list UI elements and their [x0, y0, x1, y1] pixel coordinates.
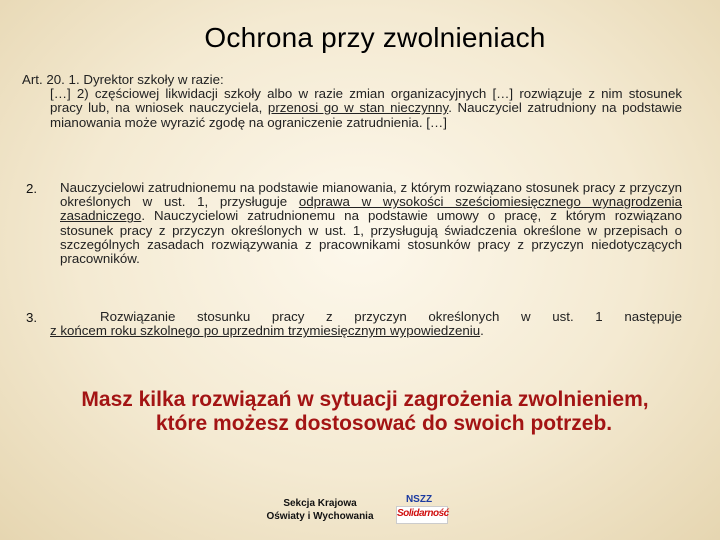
- logo-word: Solidarność: [397, 508, 449, 519]
- article-body-text: […] 2) częściowej likwidacji szkoły albo w razie zmian organizacyjnych […] rozwiązuje z nim stosunek pracy lub, na wniosek nauczyciela,: [50, 86, 682, 116]
- point-3-number: 3.: [26, 310, 38, 325]
- point-2-number: 2.: [26, 181, 38, 196]
- logo-label: NSZZ: [405, 494, 433, 505]
- footer-line-2: Oświaty i Wychowania: [266, 511, 374, 522]
- logo-box: [396, 506, 448, 524]
- callout-line-2: które możesz dostosować do swoich potrzeb.: [155, 412, 613, 435]
- point-3-line-2: [50, 324, 682, 338]
- point-2-text-start: Nauczycielowi zatrudnionemu na podstawie mianowania, z którym rozwiązano stosunek pracy z przyczyn określonych w ust. 1, przysługuje: [60, 180, 682, 210]
- solidarnosc-logo: [393, 494, 449, 524]
- point-3-end: .: [480, 323, 484, 339]
- point-3-underlined: z końcem roku szkolnego po uprzednim trzymiesięcznym wypowiedzeniu: [50, 323, 481, 339]
- point-2-text-end: . Nauczycielowi zatrudnionemu na podstawie umowy o pracę, z którym rozwiązano stosunek pracy z przyczyn określonych w ust. 1, przysługują świadczenia określone w przepisach o szczególnych zasadach rozwiązywania z pracownikami stosunków pracy z przyczyn niedotyczących pracowników.: [60, 208, 682, 267]
- point-2-text: [60, 181, 682, 266]
- slide-title: Ochrona przy zwolnieniach: [204, 22, 546, 53]
- footer-line-1: Sekcja Krajowa: [283, 498, 357, 509]
- footer-organization: [255, 497, 385, 523]
- callout-text: [20, 388, 710, 436]
- article-underlined-text: przenosi go w stan nieczynny: [267, 100, 449, 116]
- article-block: [22, 73, 682, 130]
- callout-line-1: Masz kilka rozwiązań w sytuacji zagrożenia zwolnieniem,: [81, 388, 649, 411]
- point-3-line-1: Rozwiązanie stosunku pracy z przyczyn określonych w ust. 1 następuje: [100, 309, 682, 324]
- article-body: [50, 87, 682, 130]
- article-body-end: . Nauczyciel zatrudniony na podstawie mianowania może wyrazić zgodę na ograniczenie zatrudnienia. […]: [50, 100, 682, 130]
- point-3-text: [50, 310, 682, 338]
- point-2-underlined: odprawa w wysokości sześciomiesięcznego wynagrodzenia zasadniczego: [60, 194, 682, 224]
- article-heading: Art. 20. 1. Dyrektor szkoły w razie:: [22, 72, 224, 87]
